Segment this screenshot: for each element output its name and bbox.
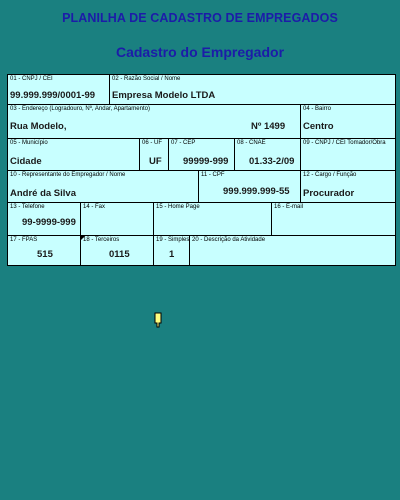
cnae-field[interactable] [235,139,301,171]
municipio-value: Cidade [10,156,42,167]
simples-value: 1 [169,249,175,260]
endereco-label: 03 - Endereço (Logradouro, Nº, Andar, Apartamento) [10,106,150,112]
simples-label: 19 - Simples [156,237,190,243]
cnae-label: 08 - CNAE [237,140,266,146]
employer-form [7,74,396,266]
page-title: PLANILHA DE CADASTRO DE EMPREGADOS [62,11,338,25]
uf-label: 06 - UF [142,140,163,146]
cnae-value: 01.33-2/09 [249,156,295,167]
cnpj-label: 01 - CNPJ / CEI [10,76,53,82]
cnpj-tomador-field[interactable] [301,139,395,171]
numero-value: Nº 1499 [251,121,286,132]
fpas-label: 17 - FPAS [10,237,38,243]
cargo-field[interactable] [301,171,395,203]
fax-label: 14 - Fax [83,204,106,210]
cnpj-value: 99.999.999/0001-99 [10,90,96,101]
telefone-label: 13 - Telefone [10,204,45,210]
text-cursor-icon [154,312,163,328]
cargo-label: 12 - Cargo / Função [303,172,357,178]
email-field[interactable] [272,203,395,236]
razao-social-label: 02 - Razão Social / Nome [112,76,181,82]
uf-field[interactable] [140,139,169,171]
home-page-label: 15 - Home Page [156,204,200,210]
fpas-value: 515 [37,249,53,260]
terceiros-label: 18 - Terceiros [83,237,120,243]
representante-label: 10 - Representante do Empregador / Nome [10,172,126,178]
fpas-field[interactable] [8,236,81,265]
telefone-field[interactable] [8,203,81,236]
cnpj-tomador-label: 09 - CNPJ / CEI Tomador/Obra [303,140,386,146]
bairro-label: 04 - Bairro [303,106,332,112]
cargo-value: Procurador [303,188,355,199]
uf-value: UF [149,156,162,167]
cep-field[interactable] [169,139,235,171]
telefone-value: 99-9999-999 [22,217,76,228]
representante-value: André da Silva [10,188,76,199]
bairro-field[interactable] [301,105,395,139]
atividade-label: 20 - Descrição da Atividade [192,237,266,243]
terceiros-field[interactable] [81,236,154,265]
endereco-value: Rua Modelo, [10,121,67,132]
representante-field[interactable] [8,171,199,203]
page-subtitle: Cadastro do Empregador [115,44,285,60]
endereco-field[interactable] [8,105,301,139]
simples-field[interactable] [154,236,190,265]
email-label: 16 - E-mail [274,204,304,210]
razao-social-value: Empresa Modelo LTDA [112,90,216,101]
atividade-field[interactable] [190,236,395,265]
cnpj-field[interactable] [8,75,110,105]
cpf-value: 999.999.999-55 [223,186,290,197]
home-page-field[interactable] [154,203,272,236]
cep-label: 07 - CEP [171,140,196,146]
fax-field[interactable] [81,203,154,236]
municipio-label: 05 - Município [10,140,48,146]
bairro-value: Centro [303,121,334,132]
municipio-field[interactable] [8,139,140,171]
razao-social-field[interactable] [110,75,395,105]
cep-value: 99999-999 [183,156,229,167]
cpf-field[interactable] [199,171,301,203]
cpf-label: 11 - CPF [201,172,225,178]
terceiros-value: 0115 [109,249,130,260]
